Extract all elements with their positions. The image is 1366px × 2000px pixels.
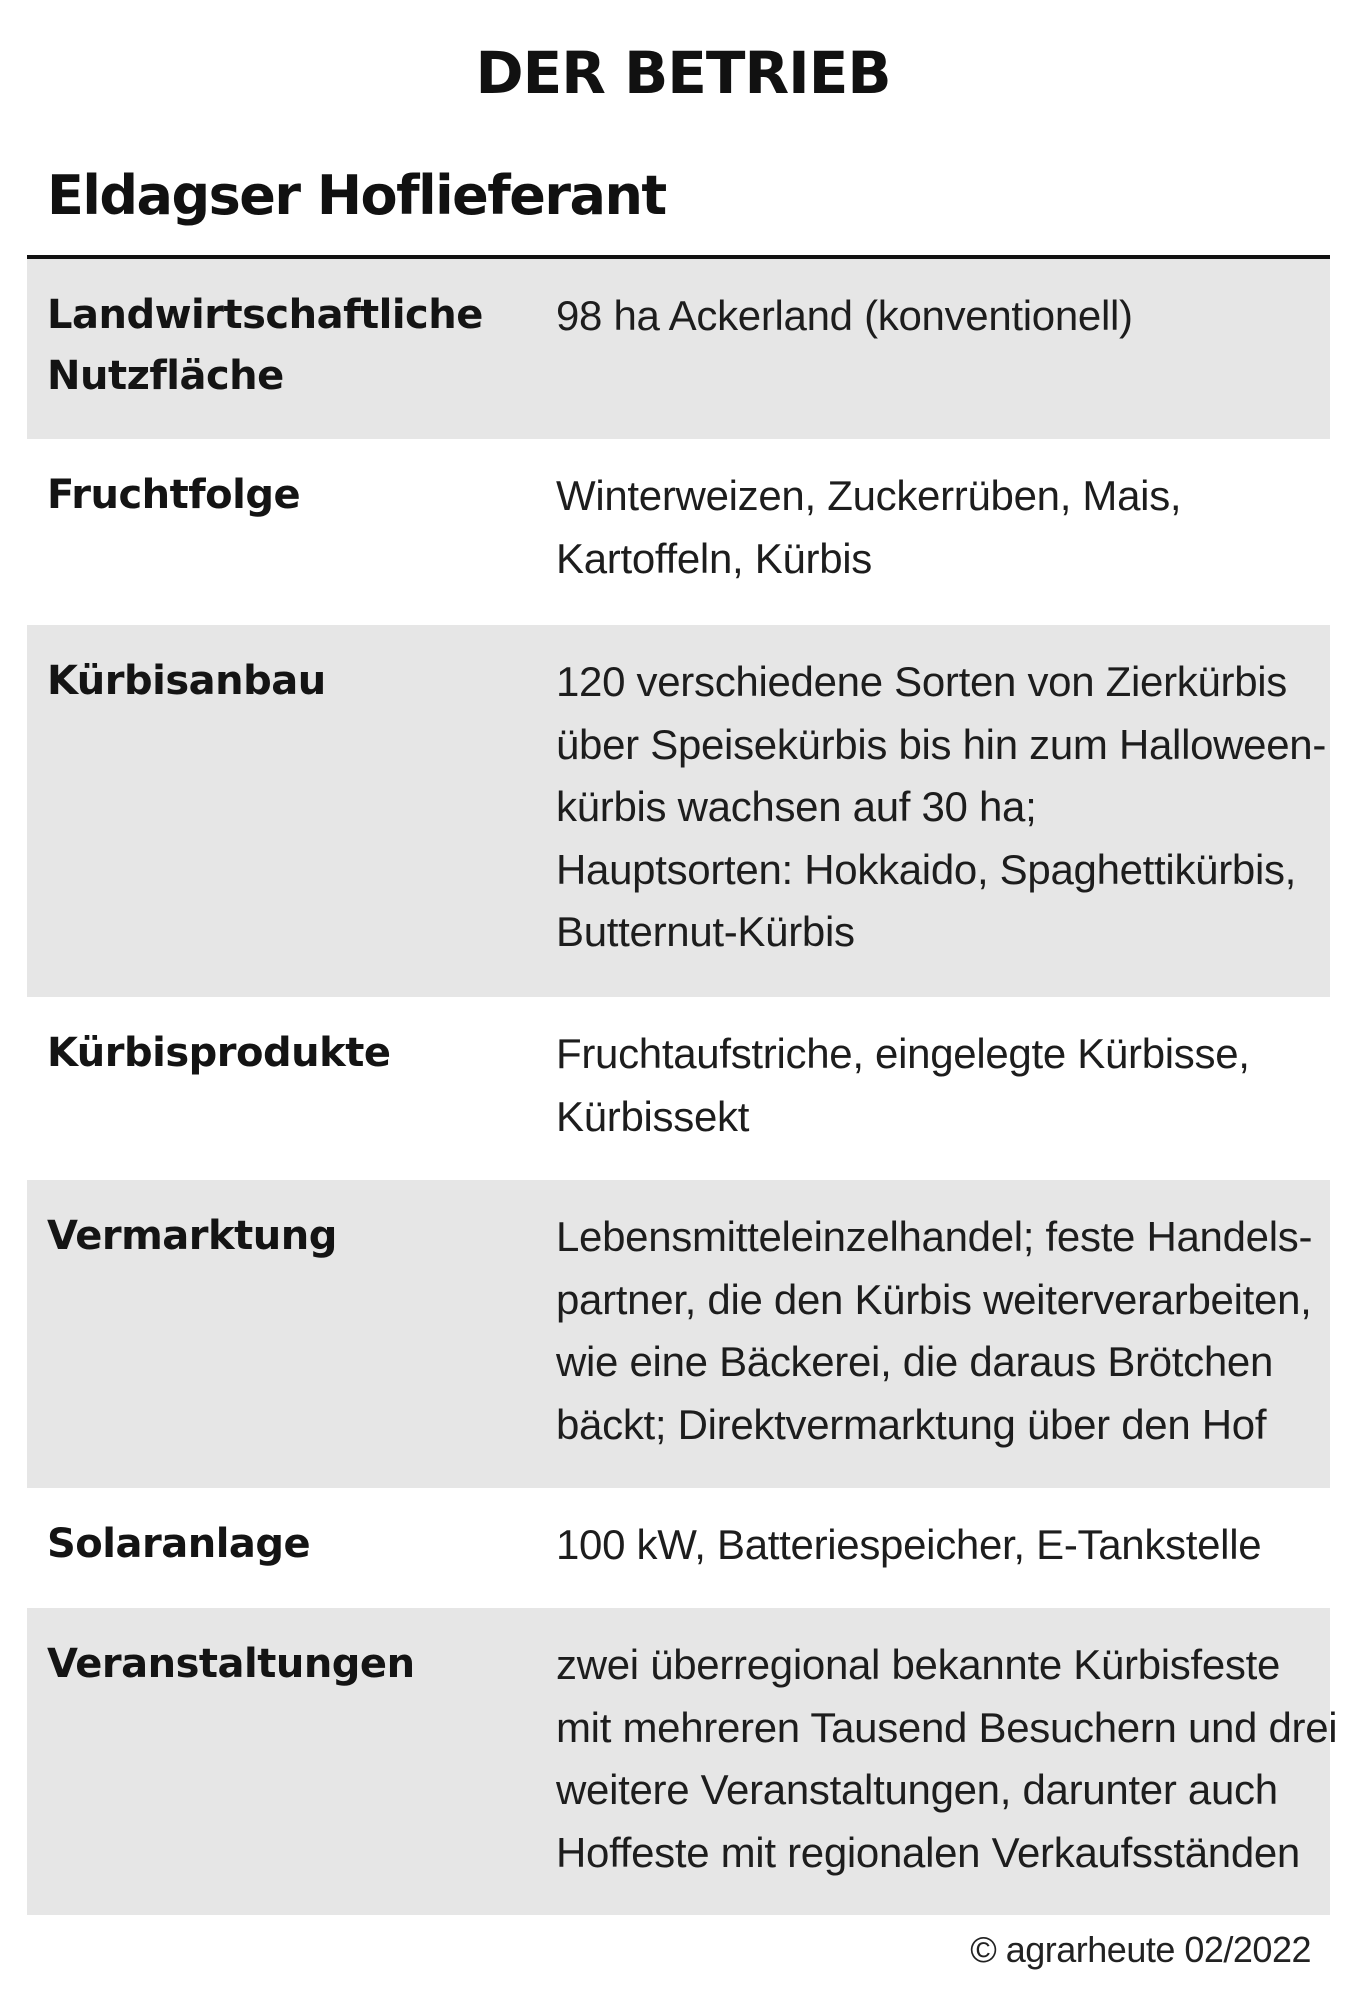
row-value-line: Hauptsorten: Hokkaido, Spaghettikürbis, xyxy=(556,845,1297,893)
table-row-nutzflaeche xyxy=(27,259,1330,439)
row-value xyxy=(556,465,1326,590)
row-value-line: partner, die den Kürbis weiterverarbeiten, xyxy=(556,1275,1312,1323)
row-value-line: Butternut-Kürbis xyxy=(556,908,855,955)
row-label-line: Vermarktung xyxy=(47,1213,337,1259)
row-value-line: Hoffeste mit regionalen Verkaufsständen xyxy=(556,1828,1300,1876)
row-value-line: weitere Veranstaltungen, darunter auch xyxy=(556,1766,1278,1813)
row-value-line: Fruchtaufstriche, eingelegte Kürbisse, xyxy=(556,1030,1250,1077)
row-value-line: bäckt; Direktvermarktung über den Hof xyxy=(556,1400,1267,1448)
row-label-line: Kürbisprodukte xyxy=(47,1030,391,1076)
row-label-line: Solaranlage xyxy=(47,1521,311,1567)
row-label xyxy=(47,1514,517,1575)
row-label-line: Nutzfläche xyxy=(47,353,284,399)
row-value xyxy=(556,1023,1326,1148)
row-value-line: kürbis wachsen auf 30 ha; xyxy=(556,783,1037,830)
farm-name-heading: Eldagser Hoflieferant xyxy=(47,164,666,227)
row-value xyxy=(556,1206,1326,1456)
row-value-line: 120 verschiedene Sorten von Zierkürbis xyxy=(556,658,1288,705)
row-value-line: 100 kW, Batteriespeicher, E-Tankstelle xyxy=(556,1521,1262,1568)
row-label xyxy=(47,1023,517,1084)
table-row-fruchtfolge xyxy=(27,439,1330,625)
row-value-line: mit mehreren Tausend Besuchern und drei xyxy=(556,1703,1338,1751)
row-value-line: 98 ha Ackerland (konventionell) xyxy=(556,292,1133,339)
row-value-line: über Speisekürbis bis hin zum Halloween- xyxy=(556,720,1327,768)
row-label-line: Kürbisanbau xyxy=(47,658,326,704)
row-value-line: wie eine Bäckerei, die daraus Brötchen xyxy=(556,1338,1274,1385)
row-label xyxy=(47,1634,517,1695)
row-label-line: Veranstaltungen xyxy=(47,1641,415,1687)
row-value xyxy=(556,1514,1326,1577)
row-value-line: Winterweizen, Zuckerrüben, Mais, xyxy=(556,472,1182,519)
row-value xyxy=(556,1634,1338,1884)
copyright-notice: © agrarheute 02/2022 xyxy=(970,1929,1311,1970)
row-label-line: Fruchtfolge xyxy=(47,472,301,518)
table-row-veranstaltungen xyxy=(27,1608,1338,1915)
facts-table xyxy=(27,259,1338,1915)
row-label xyxy=(47,285,517,407)
table-row-solaranlage xyxy=(27,1488,1330,1608)
row-value xyxy=(556,285,1326,348)
row-value-line: zwei überregional bekannte Kürbisfeste xyxy=(556,1641,1281,1688)
row-label xyxy=(47,465,517,526)
table-row-kuerbisprodukte xyxy=(27,997,1330,1180)
row-value xyxy=(556,651,1326,964)
row-value-line: Lebensmitteleinzelhandel; feste Handels- xyxy=(556,1213,1313,1260)
row-label xyxy=(47,1206,517,1267)
row-label-line: Landwirtschaftliche xyxy=(47,292,483,338)
table-row-kuerbisanbau xyxy=(27,625,1330,997)
page-title: DER BETRIEB xyxy=(475,39,891,107)
row-value-line: Kürbissekt xyxy=(556,1092,750,1140)
row-value-line: Kartoffeln, Kürbis xyxy=(556,534,872,582)
row-label xyxy=(47,651,517,712)
table-row-vermarktung xyxy=(27,1180,1330,1488)
